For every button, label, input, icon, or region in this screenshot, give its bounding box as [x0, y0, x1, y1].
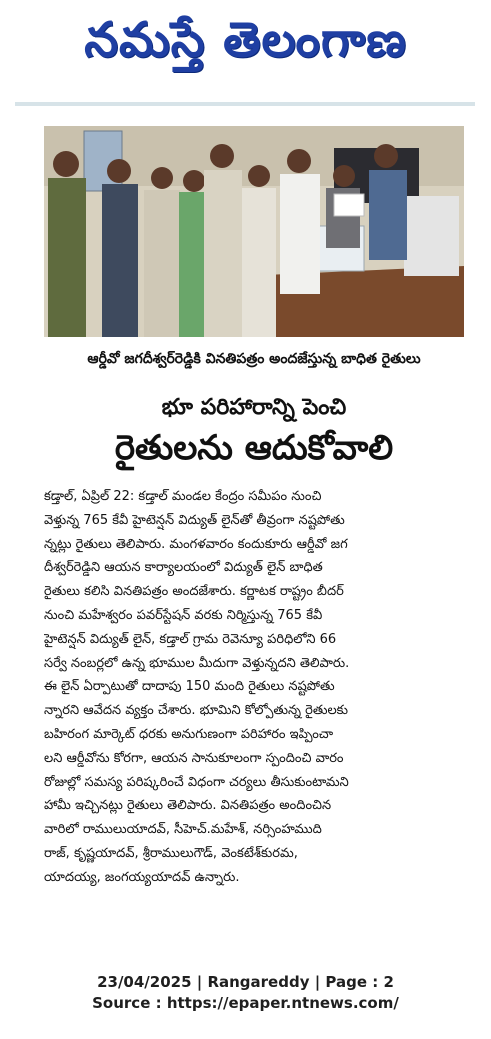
body-line: హామీ ఇచ్చినట్లు రైతులు తెలిపారు. వినతిపత్రం అందించిన: [44, 798, 332, 814]
body-line: రోజుల్లో సమస్య పరిష్కరించే విధంగా చర్యలు తీసుకుంటామని: [44, 774, 349, 790]
body-line: రైతులు కలిసి వినతిపత్రం అందజేశారు. కర్ణాటక రాష్ట్రం బీదర్: [44, 584, 344, 600]
body-line: న్నారని ఆవేదన వ్యక్తం చేశారు. భూమిని కోల్పోతున్న రైతులకు: [44, 703, 348, 719]
body-line: సర్వే నంబర్లలో ఉన్న భూముల మీదుగా వెళ్తున్నదని తెలిపారు.: [44, 655, 350, 671]
body-line: వెళ్తున్న 765 కేవీ హైటెన్షన్ విద్యుత్ లైన్‌తో తీవ్రంగా నష్టపోతు: [44, 512, 345, 528]
article-subheading: భూ పరిహారాన్ని పెంచి: [161, 395, 347, 420]
page-footer: [0, 972, 491, 1014]
masthead: [0, 0, 491, 92]
body-line: యాదయ్య, జంగయ్యయాదవ్ ఉన్నారు.: [44, 869, 240, 885]
body-line: నుంచి మహేశ్వరం పవర్‌స్టేషన్ వరకు నిర్మిస్తున్న 765 కేవీ: [44, 607, 323, 623]
body-line: కడ్తాల్, ఏప్రిల్ 22: కడ్తాల్ మండల కేంద్రం సమీపం నుంచి: [44, 489, 322, 504]
article-headline: రైతులను ఆదుకోవాలి: [114, 428, 394, 468]
header-divider: [15, 102, 475, 106]
body-line: న్నట్లు రైతులు తెలిపారు. మంగళవారం కందుకూరు ఆర్డీవో జగ: [44, 536, 348, 552]
body-line: హైటెన్షన్ విద్యుత్ లైన్, కడ్తాల్ గ్రామ రెవెన్యూ పరిధిలోని 66: [44, 631, 337, 647]
news-photo: [44, 126, 464, 337]
article-body: [44, 485, 464, 950]
source-link[interactable]: Source : https://epaper.ntnews.com/: [92, 994, 399, 1012]
body-line: వారిలో రాములుయాదవ్, సీహెచ్.మహేశ్, నర్సింహముది: [44, 822, 322, 838]
body-line: ఈ లైన్ ఏర్పాటుతో దాదాపు 150 మంది రైతులు నష్టపోతు: [44, 679, 335, 695]
newspaper-title: నమస్తే తెలంగాణ: [84, 12, 407, 68]
body-line: బహిరంగ మార్కెట్ ధరకు అనుగుణంగా పరిహారం ఇప్పించా: [44, 726, 334, 742]
photo-caption: ఆర్డీవో జగదీశ్వర్‌రెడ్డికి వినతిపత్రం అందజేస్తున్న బాధిత రైతులు: [87, 350, 421, 367]
edition-info: 23/04/2025 | Rangareddy | Page : 2: [97, 973, 394, 991]
body-line: రాజ్, కృష్ణయాదవ్, శ్రీరాములుగౌడ్, వెంకటేశ్‌కురమ,: [44, 845, 298, 861]
body-line: లని ఆర్డీవోను కోరగా, ఆయన సానుకూలంగా స్పందించి వారం: [44, 750, 344, 766]
body-line: దీశ్వర్‌రెడ్డిని ఆయన కార్యాలయంలో విద్యుత్ లైన్ బాధిత: [44, 560, 323, 576]
